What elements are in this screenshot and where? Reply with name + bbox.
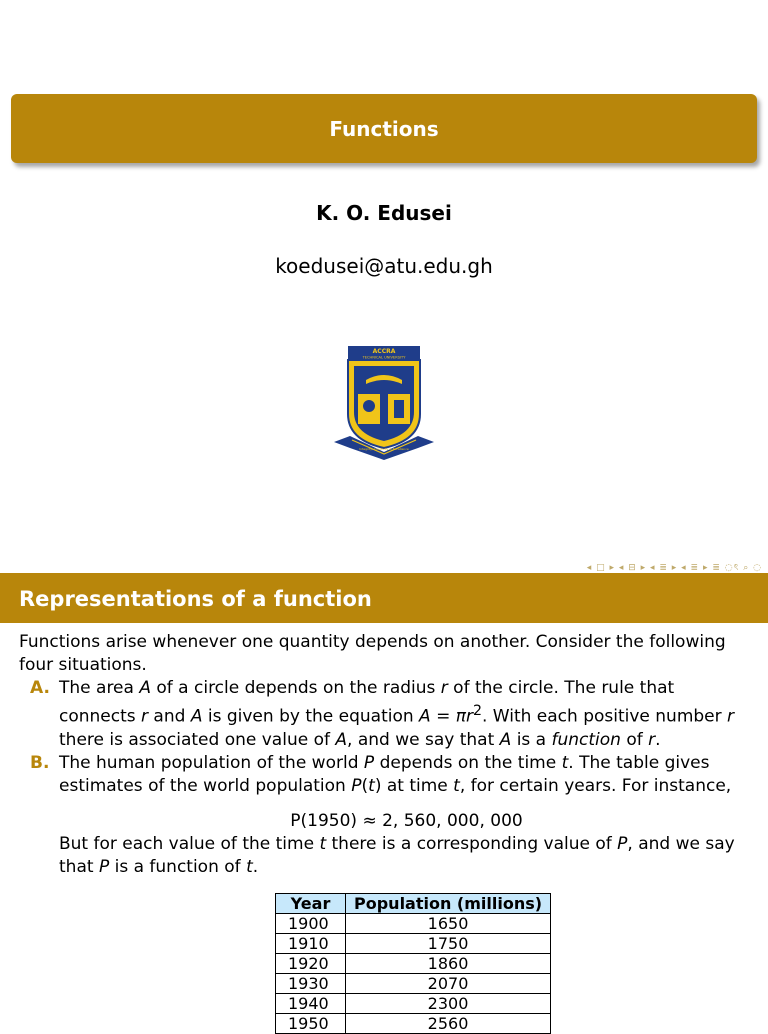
table-row xyxy=(276,954,551,974)
intro-paragraph: Functions arise whenever one quantity depends on another. Consider the following four situations. xyxy=(19,632,726,675)
column-header-year: Year xyxy=(276,894,346,914)
year-cell: 1920 xyxy=(276,954,346,974)
year-cell: 1950 xyxy=(276,1014,346,1034)
table-row xyxy=(276,934,551,954)
column-header-population: Population (millions) xyxy=(346,894,551,914)
beamer-nav-symbols[interactable]: ◂ □ ▸ ◂ ⊟ ▸ ◂ ≣ ▸ ◂ ≣ ▸ ≣ ◌ৎ ⌕ ◌ xyxy=(586,563,762,573)
year-cell: 1940 xyxy=(276,994,346,1014)
university-logo xyxy=(330,344,438,462)
slide-title: Functions xyxy=(329,117,439,141)
function-of-t-paragraph: But for each value of the time t there is a corresponding value of P, and we say that P is a function of t. xyxy=(59,833,735,877)
population-cell: 1860 xyxy=(346,954,551,974)
year-cell: 1910 xyxy=(276,934,346,954)
item-marker: B. xyxy=(30,752,50,773)
list-item-a: A. The area A of a circle depends on the radius r of the circle. The rule that connects r and A is given by the equation $A = \pi r^2$. With each positive number r there is associated one value of A, and we say that A is a function of r. xyxy=(30,678,735,750)
frame-header xyxy=(0,573,768,623)
list-item-b: B. The human population of the world P depends on the time t. The table gives estimates of the world population P(t) at time t, for certain years. For instance, xyxy=(30,752,732,796)
population-cell: 2070 xyxy=(346,974,551,994)
population-cell: 2560 xyxy=(346,1014,551,1034)
year-cell: 1930 xyxy=(276,974,346,994)
author-name: K. O. Edusei xyxy=(316,201,452,225)
population-equation: P(1950) ≈ 2, 560, 000, 000 xyxy=(290,810,523,831)
table-header-row xyxy=(276,894,551,914)
table-row xyxy=(276,994,551,1014)
year-cell: 1900 xyxy=(276,914,346,934)
slide-content xyxy=(19,631,754,879)
population-cell: 1750 xyxy=(346,934,551,954)
population-cell: 1650 xyxy=(346,914,551,934)
logo-top-text: ACCRA xyxy=(372,348,396,355)
population-table xyxy=(275,893,551,1034)
item-marker: A. xyxy=(30,678,50,698)
population-cell: 2300 xyxy=(346,994,551,1014)
logo-motto: Integrity, Creativity & Excellence xyxy=(359,447,409,451)
table-row xyxy=(276,974,551,994)
logo-sub-text: TECHNICAL UNIVERSITY xyxy=(362,355,406,360)
author-email: koedusei@atu.edu.gh xyxy=(275,254,493,278)
table-row xyxy=(276,914,551,934)
frame-title: Representations of a function xyxy=(19,587,372,611)
title-banner xyxy=(11,94,757,163)
